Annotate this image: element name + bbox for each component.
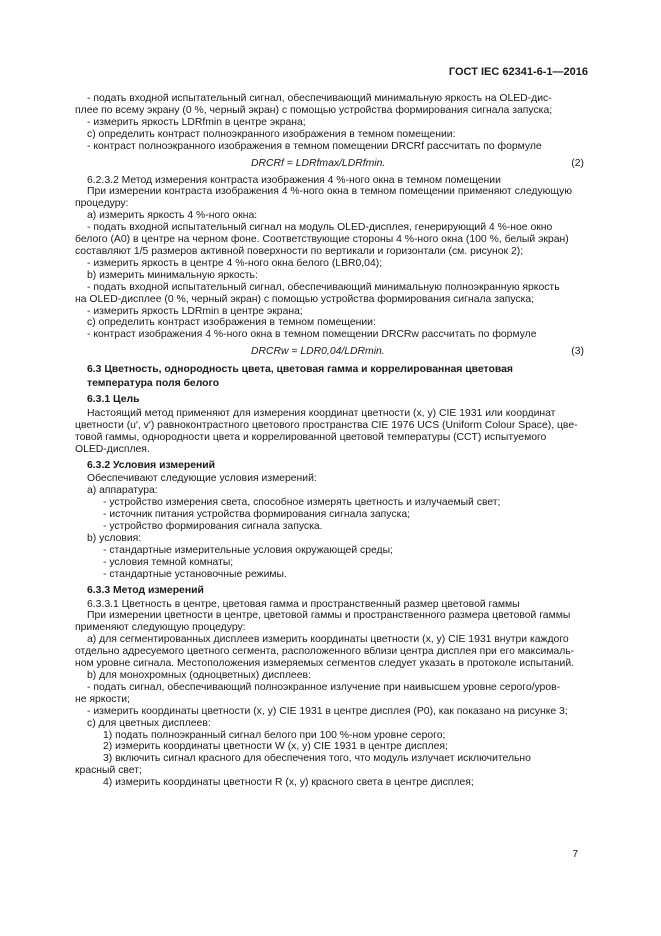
text-line: - контраст изображения 4 %-ного окна в темном помещении DRCRw рассчитать по формуле <box>87 329 537 341</box>
text-line: a) аппаратура: <box>87 485 158 497</box>
equation-2-formula: DRCRf = LDRfmax/LDRfmin. <box>251 157 386 169</box>
text-line: 6.3.1 Цель <box>87 394 140 406</box>
text-line: OLED-дисплея. <box>75 443 150 455</box>
text-line: c) для цветных дисплеев: <box>87 717 211 729</box>
text-line: - стандартные измерительные условия окружающей среды; <box>103 544 393 556</box>
text-line: - измерить яркость LDRmin в центре экрана; <box>87 305 303 317</box>
text-line: 3) включить сигнал красного для обеспечения того, что модуль излучает исключительно <box>103 753 531 765</box>
text-line: a) измерить яркость 4 %-ного окна: <box>87 210 258 222</box>
section-6-2-3-1-tail <box>75 93 586 153</box>
text-line: 6.3.3 Метод измерений <box>87 584 204 596</box>
text-line: - контраст полноэкранного изображения в темном помещении DRCRf рассчитать по формуле <box>87 140 542 152</box>
text-line: 4) измерить координаты цветности R (x, y) красного света в центре дисплея; <box>103 777 474 789</box>
text-line: температура поля белого <box>87 378 220 390</box>
text-line: Обеспечивают следующие условия измерений: <box>87 473 317 485</box>
text-line: 1) подать полноэкранный сигнал белого при 100 %-ном уровне серого; <box>103 729 446 741</box>
text-line: отдельно адресуемого цветного сегмента, расположенного вблизи центра дисплея при его максималь- <box>75 646 575 658</box>
text-line: Настоящий метод применяют для измерения координат цветности (x, y) CIE 1931 или координат <box>87 407 556 419</box>
text-line: красный свет; <box>75 765 142 777</box>
text-line: - стандартные установочные режимы. <box>103 568 287 580</box>
text-line: составляют 1/5 размеров активной поверхности по вертикали и горизонтали (см. рисунок 2); <box>75 245 524 257</box>
text-line: - устройство формирования сигнала запуска. <box>103 521 323 533</box>
text-line: - устройство измерения света, способное измерять цветность и излучаемый свет; <box>103 497 501 509</box>
text-line: применяют следующую процедуру: <box>75 622 246 634</box>
text-line: - измерить яркость в центре 4 %-ного окна белого (LBR0,04); <box>87 257 383 269</box>
equation-2 <box>75 157 586 171</box>
equation-3-formula: DRCRw = LDR0,04/LDRmin. <box>251 346 385 358</box>
document-body <box>75 93 586 789</box>
text-line: цветности (u′, v′) равноконтрастного цветового пространства CIE 1976 UCS (Uniform Colour Space), цве- <box>75 419 578 431</box>
text-line: - измерить яркость LDRfmin в центре экрана; <box>87 116 306 128</box>
text-line: ном уровне сигнала. Местоположения измеряемых сегментов следует указать в протоколе испытаний. <box>75 658 575 670</box>
text-line: - подать входной испытательный сигнал, обеспечивающий минимальную яркость на OLED-дис- <box>87 93 552 104</box>
text-line: белого (A0) в центре на черном фоне. Соответствующие стороны 4 %-ного окна (100 %, белый экран) <box>75 234 569 246</box>
text-line: - подать входной испытательный сигнал, обеспечивающий минимальную полноэкранную яркость <box>87 281 560 293</box>
equation-2-number: (2) <box>571 157 584 169</box>
section-6-2-3-2 <box>75 175 586 342</box>
text-line: 6.3.3.1 Цветность в центре, цветовая гамма и пространственный размер цветовой гаммы <box>87 598 520 610</box>
text-line: При измерении цветности в центре, цветовой гаммы и пространственного размера цветовой гаммы <box>87 610 571 622</box>
text-line: - условия темной комнаты; <box>103 556 234 568</box>
text-line: a) для сегментированных дисплеев измерить координаты цветности (x, y) CIE 1931 внутри каждого <box>87 634 569 646</box>
page-number: 7 <box>572 849 578 860</box>
equation-3 <box>75 345 586 359</box>
text-line: 6.3.2 Условия измерений <box>87 459 216 471</box>
text-line: - подать входной испытательный сигнал на модуль OLED-дисплея, генерирующий 4 %-ное окно <box>87 222 553 234</box>
text-line: b) для монохромных (одноцветных) дисплеев: <box>87 669 311 681</box>
text-line: 6.3 Цветность, однородность цвета, цветовая гамма и коррелированная цветовая <box>87 364 513 376</box>
text-line: При измерении контраста изображения 4 %-ного окна в темном помещении применяют следующую <box>87 186 573 198</box>
text-line: на OLED-дисплее (0 %, черный экран) с помощью устройства формирования сигнала запуска; <box>75 293 535 305</box>
text-line: 2) измерить координаты цветности W (x, y) CIE 1931 в центре дисплея; <box>103 741 448 753</box>
text-line: товой гаммы, однородности цвета и коррелированной цветовой температуры (CCT) испытуемого <box>75 431 547 443</box>
text-line: - измерить координаты цветности (x, y) CIE 1931 в центре дисплея (P0), как показано на рисунке 3; <box>87 705 568 717</box>
document-header: ГОСТ IEC 62341-6-1—2016 <box>448 66 588 78</box>
text-line: c) определить контраст изображения в темном помещении: <box>87 317 376 329</box>
text-line: плее по всему экрану (0 %, черный экран) с помощью устройства формирования сигнала запуска; <box>75 104 553 116</box>
text-line: - источник питания устройства формирования сигнала запуска; <box>103 509 411 521</box>
text-line: не яркости; <box>75 693 130 705</box>
text-line: b) измерить минимальную яркость: <box>87 269 258 281</box>
text-line: c) определить контраст полноэкранного изображения в темном помещении: <box>87 128 456 140</box>
text-line: 6.2.3.2 Метод измерения контраста изображения 4 %-ного окна в темном помещении <box>87 174 501 186</box>
text-line: b) условия: <box>87 533 142 544</box>
text-line: - подать сигнал, обеспечивающий полноэкранное излучение при наивысшем уровне серого/уров- <box>87 681 561 693</box>
section-6-3 <box>75 364 586 789</box>
equation-3-number: (3) <box>571 346 584 358</box>
text-line: процедуру: <box>75 198 129 210</box>
